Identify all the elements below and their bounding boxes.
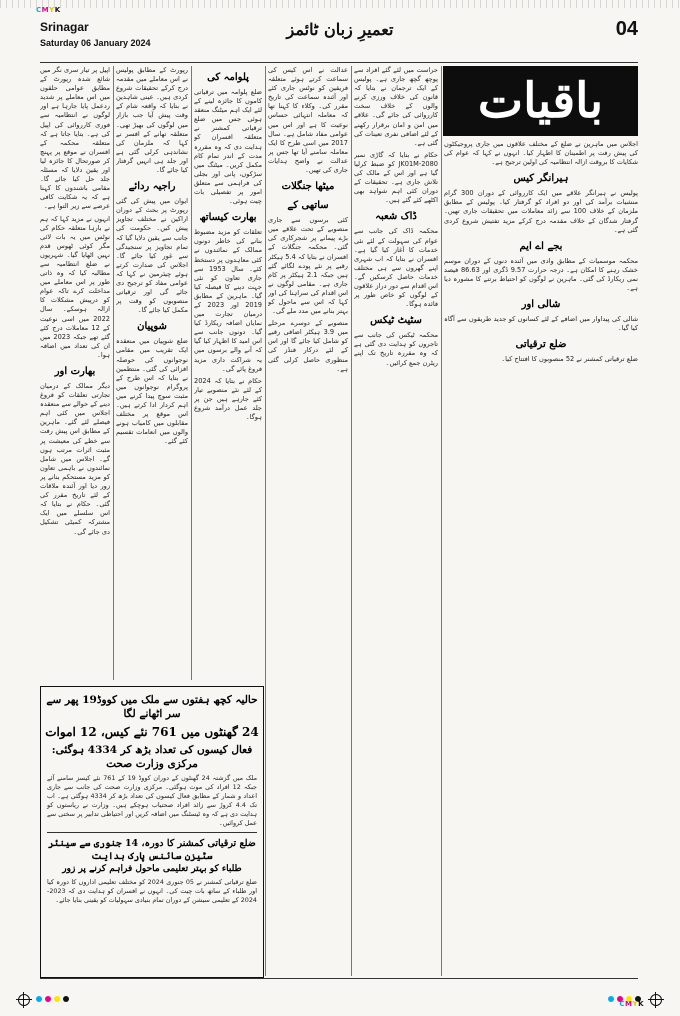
page-header bbox=[40, 18, 638, 64]
box-headline-main: 24 گھنٹوں میں 761 نئے کیس، 12 اموات bbox=[45, 725, 259, 739]
article-headline: پلوامہ کی bbox=[207, 72, 249, 83]
article-text: اجلاس میں ماہرین نے ضلع کے مختلف علاقوں میں جاری پروجیکٹوں کی پیش رفت پر اطمینان کا اظہار کیا۔ انہوں نے کہا کہ عوام کی شکایات کا بروقت ازالہ انتظامیہ کی اولین ترجیح ہے۔ bbox=[444, 140, 638, 167]
article-text: عدالت نے اس کیس کی سماعت کرتے ہوئے متعلقہ فریقین کو نوٹس جاری کئے اور آئندہ سماعت کی تاریخ مقرر کی۔ وکلاء کا کہنا تھا کہ معاملہ انتہائی حساس نوعیت کا ہے اور اس میں عوامی مفاد شامل ہے۔ سال 2017 میں اسی طرح کا ایک معاملہ سامنے آیا تھا جس پر عدالت نے واضح ہدایات جاری کی تھیں۔ bbox=[268, 66, 348, 175]
article-headline: شوپیان bbox=[137, 321, 167, 333]
date-label: Saturday 06 January 2024 bbox=[40, 38, 151, 48]
article-headline: ساتھی کے bbox=[287, 200, 329, 212]
city-label: Srinagar bbox=[40, 20, 89, 34]
column-rule bbox=[113, 66, 114, 680]
article-headline: بجے اے ایم bbox=[519, 240, 563, 252]
article-text: حکام نے بتایا کہ 2024 کے لئے نئے منصوبے تیار کئے جارہے ہیں جن پر جلد عمل درآمد شروع ہوگا۔ bbox=[194, 376, 262, 422]
article-text: اپیل پر تیار سری نگر میں شائع شدہ رپورٹ کے مطابق عوامی حلقوں میں اس معاملے پر شدید ردعمل پایا جارہا ہے اور لوگوں نے انتظامیہ سے فوری کارروائی کی اپیل کی ہے۔ بتایا جاتا ہے کہ متعلقہ محکمہ کے افسران نے موقع پر پہنچ کر صورتحال کا جائزہ لیا اور یقین دلایا کہ مسئلہ جلد حل کیا جائے گا۔ مقامی باشندوں کا کہنا ہے کہ یہ شکایت کافی عرصے سے زیر التوا ہے۔ bbox=[40, 66, 110, 211]
cmyk-y: Y bbox=[49, 6, 55, 14]
article-text: منصوبے کے دوسرے مرحلے میں 3.9 ہیکٹر اضافی رقبے کو شامل کیا جائے گا اور اس کے لئے درکار فنڈز کی منظوری حاصل کرلی گئی ہے۔ bbox=[268, 319, 348, 373]
article-headline: ہیرانگر کیس bbox=[513, 173, 569, 185]
article-headline: ضلع ترقیاتی bbox=[515, 339, 567, 351]
box-divider bbox=[47, 832, 257, 833]
color-bar bbox=[36, 996, 69, 1002]
article-column-1 bbox=[40, 66, 110, 680]
article-text: کئی برسوں سے جاری منصوبے کے تحت علاقے میں بڑے پیمانے پر شجرکاری کی گئی۔ محکمہ جنگلات کے افسران نے بتایا کہ 5.4 ہیکٹر رقبے پر نئے پودے لگائے گئے ہیں جبکہ 2.1 ہیکٹر پر کام جاری ہے۔ مقامی لوگوں نے اس اقدام کی سراہنا کی اور کہا کہ اس سے ماحول کو بہتر بنانے میں مدد ملے گی۔ bbox=[268, 216, 348, 316]
cmyk-c: C bbox=[36, 6, 42, 14]
page-number: 04 bbox=[615, 18, 638, 40]
article-headline: راجیہ ردائے bbox=[128, 181, 176, 193]
boxed-news-story bbox=[40, 686, 264, 978]
article-headline: بھارت کیساتھ bbox=[199, 212, 257, 224]
article-headline: شالی اور bbox=[521, 299, 561, 311]
header-rule bbox=[40, 62, 638, 63]
column-rule bbox=[441, 66, 442, 976]
article-column-2 bbox=[116, 66, 188, 680]
column-rule bbox=[265, 66, 266, 976]
box-text: ضلع ترقیاتی کمشنر نے 05 جنوری 2024 کو مختلف تعلیمی اداروں کا دورہ کیا اور طلباء کے ساتھ بات چیت کی۔ انہوں نے افسران کو ہدایت دی کہ 2023-2024 کے تعلیمی سیشن کے دوران تمام بنیادی سہولیات کو یقینی بنایا جائے۔ bbox=[47, 878, 257, 904]
box-subheadline-second: طلباء کو بہتر تعلیمی ماحول فراہم کرنے پر زور bbox=[62, 864, 242, 874]
article-text: حراست میں لئے گئے افراد سے پوچھ گچھ جاری ہے۔ پولیس کے ایک ترجمان نے بتایا کہ قانون کی خلاف ورزی کرنے والوں کے خلاف سخت کارروائی کی جائے گی۔ علاقے میں امن و امان برقرار رکھنے کے لئے اضافی نفری تعینات کی گئی ہے۔ bbox=[354, 66, 438, 147]
article-text: پولیس نے ہیرانگر علاقے میں ایک کارروائی کے دوران 300 گرام منشیات برآمد کی اور دو افراد کو گرفتار کیا۔ پولیس کے مطابق ملزمان کے خلاف 100 سے زائد معاملات میں تحقیقات جاری تھیں۔ گرفتار شدگان کے خلاف مقدمہ درج کرکے مزید تفتیش شروع کردی گئی ہے۔ bbox=[444, 189, 638, 234]
article-text: دیگر ممالک کے درمیان تجارتی تعلقات کو فروغ دینے کے حوالے سے منعقدہ اجلاس میں کئی اہم فیصلے لئے گئے۔ ماہرین کے مطابق اس پیش رفت سے خطے کی معیشت پر مثبت اثرات مرتب ہوں گے۔ اجلاس میں شامل نمائندوں نے باہمی تعاون کو مزید مستحکم بنانے پر زور دیا اور آئندہ ملاقات کے لئے تاریخ مقرر کی گئی۔ حکام نے بتایا کہ اس سلسلے میں ایک مشترکہ کمیٹی تشکیل دی جائے گی۔ bbox=[40, 382, 110, 536]
cmyk-y: Y bbox=[632, 1000, 639, 1008]
article-column-5 bbox=[354, 66, 438, 976]
article-text: ایوان میں پیش کی گئی رپورٹ پر بحث کے دوران اراکین نے مختلف تجاویز پیش کیں۔ حکومت کی جانب سے یقین دلایا گیا کہ تمام تجاویز پر سنجیدگی سے غور کیا جائے گا۔ اجلاس کی صدارت کرتے ہوئے چیئرمین نے کہا کہ عوامی مفاد کو ترجیح دی جائے گی اور ترقیاتی منصوبوں کو وقت پر مکمل کیا جائے گا۔ bbox=[116, 197, 188, 315]
cmyk-k: K bbox=[638, 1000, 644, 1008]
registration-mark-icon bbox=[650, 994, 662, 1006]
box-text: ملک میں گزشتہ 24 گھنٹوں کے دوران کووڈ 19 کے 761 نئے کیسز سامنے آئے جبکہ 12 افراد کی موت ہوگئی۔ مرکزی وزارت صحت کی جانب سے جاری اعداد و شمار کے مطابق فعال کیسوں کی تعداد بڑھ کر 4334 ہوگئی ہے۔ اب تک 4.4 کروڑ سے زائد افراد صحتیاب ہوچکے ہیں۔ وزارت نے ریاستوں کو ہدایت دی ہے کہ وہ ٹیسٹنگ میں اضافہ کریں اور احتیاطی تدابیر پر سختی سے عمل کروائیں۔ bbox=[47, 774, 258, 827]
article-text: انہوں نے مزید کہا کہ ہم نے بارہا متعلقہ حکام کی نوٹس میں یہ بات لائی مگر کوئی ٹھوس قدم نہیں اٹھایا گیا۔ شہریوں نے ضلع انتظامیہ سے مطالبہ کیا کہ وہ ذاتی طور پر اس معاملے میں مداخلت کرے تاکہ عوام کو درپیش مشکلات کا ازالہ ہوسکے۔ سال 2022 میں اسی نوعیت کے 12 معاملات درج کئے گئے تھے جبکہ 2023 میں ان کی تعداد میں اضافہ ہوا۔ bbox=[40, 214, 110, 359]
print-edge-hatch bbox=[0, 0, 680, 8]
footer-rule bbox=[40, 978, 638, 979]
article-text: ضلع پلوامہ میں ترقیاتی کاموں کا جائزہ لینے کے لئے ایک اہم میٹنگ منعقد ہوئی جس میں ضلع ترقیاتی کمشنر نے متعلقہ افسران کو ہدایت دی کہ وہ مقررہ مدت کے اندر تمام کام مکمل کریں۔ میٹنگ میں سڑکوں، پانی اور بجلی کی فراہمی سے متعلق امور پر تفصیلی بات چیت ہوئی۔ bbox=[194, 88, 262, 206]
cmyk-m: M bbox=[625, 1000, 633, 1008]
registration-mark-icon bbox=[18, 994, 30, 1006]
publication-title: تعمیرِ زبان ٹائمز bbox=[286, 20, 394, 39]
box-subheadline: فعال کیسوں کی تعداد بڑھ کر 4334 ہوگئی: مرکزی وزارت صحت bbox=[51, 744, 253, 770]
article-text: محکمہ ڈاک کی جانب سے عوام کی سہولت کے لئے نئی خدمات کا آغاز کیا گیا ہے۔ افسران نے بتایا کہ اب شہری اپنے گھروں سے ہی مختلف خدمات حاصل کرسکیں گے۔ اس اقدام سے دور دراز علاقوں کے لوگوں کو خاص طور پر فائدہ ہوگا۔ bbox=[354, 227, 438, 309]
article-text: تعلقات کو مزید مضبوط بنانے کی خاطر دونوں ممالک کے نمائندوں نے کئی معاہدوں پر دستخط کئے۔ سال 1953 سے جاری تعاون کو نئی جہت دینے کا فیصلہ کیا گیا۔ ماہرین کے مطابق 2019 اور 2023 کے درمیان تجارت میں نمایاں اضافہ ریکارڈ کیا گیا۔ دونوں جانب سے اس امید کا اظہار کیا گیا کہ آنے والے برسوں میں یہ شراکت داری مزید فروغ پائے گی۔ bbox=[194, 228, 262, 373]
box-headline: حالیہ کچھ ہفتوں سے ملک میں کووڈ19 پھر سے سر اٹھانے لگا bbox=[46, 694, 258, 720]
article-text: شالی کی پیداوار میں اضافے کے لئے کسانوں کو جدید طریقوں سے آگاہ کیا گیا۔ bbox=[444, 315, 638, 333]
box-headline-second: ضلع ترقیاتی کمشنر کا دورہ، 14 جنوری سے سینئر سٹیزن سائنس پارک ہدایت bbox=[48, 838, 256, 862]
cmyk-m: M bbox=[41, 6, 50, 14]
cmyk-mark-top bbox=[36, 6, 61, 14]
column-rule bbox=[191, 66, 192, 680]
section-banner: باقیات bbox=[443, 66, 638, 136]
article-text: محکمہ موسمیات کے مطابق وادی میں آئندہ دنوں کے دوران موسم خشک رہنے کا امکان ہے۔ درجہ حرارت 9.57 ڈگری اور 86.63 فیصد نمی ریکارڈ کی گئی۔ ماہرین نے لوگوں کو احتیاط برتنے کا مشورہ دیا ہے۔ bbox=[444, 256, 638, 293]
article-text: حکام نے بتایا کہ گاڑی نمبر JK01M-2080 کو ضبط کرلیا گیا ہے اور اس کے مالک کی تلاش جاری ہے۔ تحقیقات کے دوران کئی اہم شواہد بھی اکٹھے کئے گئے ہیں۔ bbox=[354, 150, 438, 205]
article-text: رپورٹ کے مطابق پولیس نے اس معاملے میں مقدمہ درج کرکے تحقیقات شروع کردی ہیں۔ عینی شاہدین نے بتایا کہ واقعہ شام کے وقت پیش آیا جب بازار میں لوگوں کی بھیڑ تھی۔ متعلقہ تھانے کے افسر نے کہا کہ ملزمان کی نشاندہی کرلی گئی ہے اور جلد ہی انہیں گرفتار کیا جائے گا۔ bbox=[116, 66, 188, 175]
article-headline: ڈاک شعبہ bbox=[375, 211, 417, 223]
article-headline: میٹھا جنگلات bbox=[281, 181, 335, 193]
article-headline: سٹیٹ ٹیکس bbox=[370, 315, 422, 327]
article-column-6 bbox=[444, 140, 638, 976]
article-text: محکمہ ٹیکس کی جانب سے تاجروں کو ہدایت دی گئی ہے کہ وہ مقررہ تاریخ تک اپنے ریٹرن جمع کرائیں۔ bbox=[354, 331, 438, 367]
cmyk-k: K bbox=[54, 6, 61, 14]
cmyk-mark-bottom bbox=[619, 1000, 644, 1008]
article-column-4 bbox=[268, 66, 348, 976]
article-column-3 bbox=[194, 66, 262, 680]
cmyk-c: C bbox=[619, 1000, 626, 1008]
article-headline: بھارت اور bbox=[54, 366, 96, 377]
article-text: ضلع ترقیاتی کمشنر نے 52 منصوبوں کا افتتاح کیا۔ bbox=[501, 355, 638, 364]
article-text: ضلع شوپیان میں منعقدہ ایک تقریب میں مقامی نوجوانوں کی حوصلہ افزائی کی گئی۔ منتظمین نے بتایا کہ اس طرح کے پروگرام نوجوانوں میں مثبت سوچ پیدا کرنے میں اہم کردار ادا کرتے ہیں۔ اس موقع پر مختلف مقابلوں میں کامیاب ہونے والوں میں انعامات تقسیم کئے گئے۔ bbox=[116, 337, 188, 446]
column-rule bbox=[351, 66, 352, 976]
